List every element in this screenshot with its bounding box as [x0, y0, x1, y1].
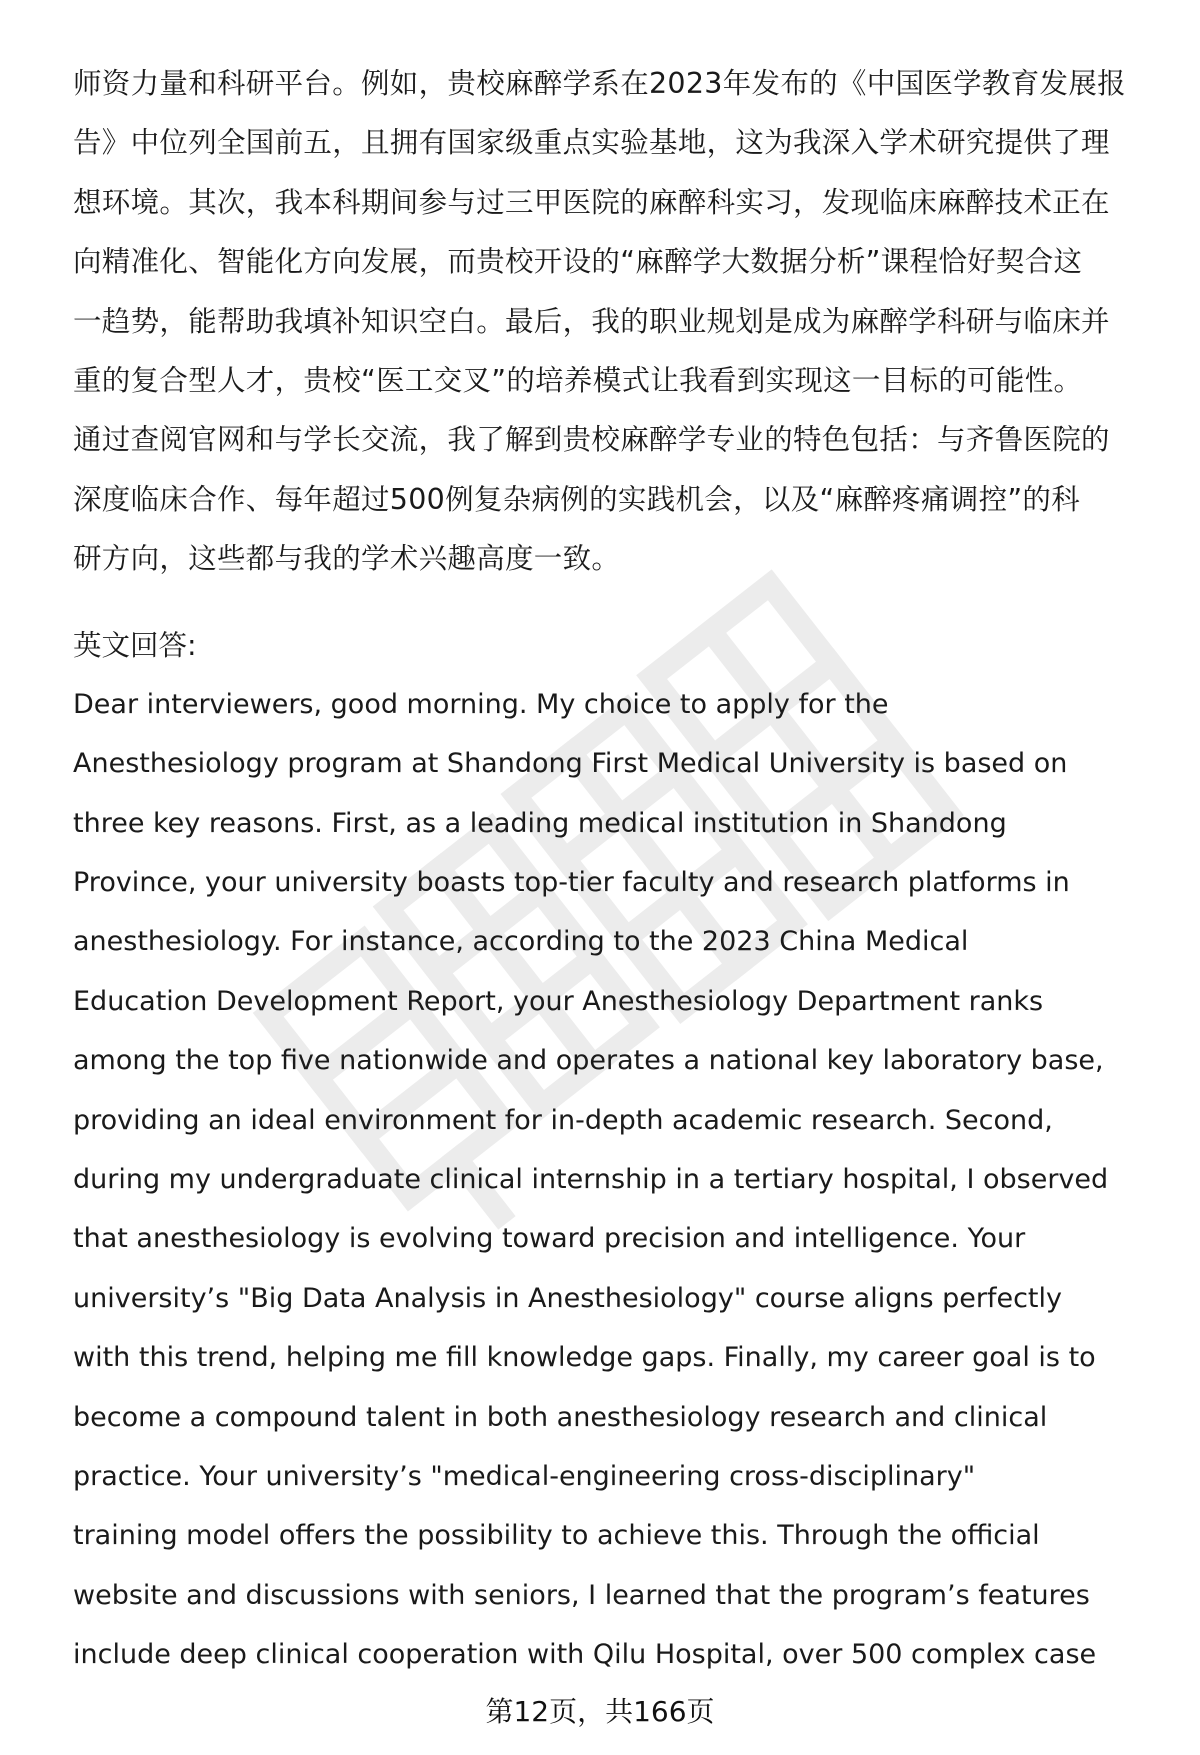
english-text-line: providing an ideal environment for in-depth academic research. Second, [73, 1104, 1053, 1136]
chinese-text-line: 通过查阅官网和与学长交流，我了解到贵校麻醉学专业的特色包括：与齐鲁医院的 [73, 423, 1110, 457]
english-text-line: that anesthesiology is evolving toward precision and intelligence. Your [73, 1223, 1026, 1255]
english-answer-text [73, 675, 1163, 1685]
chinese-text-line: 想环境。其次，我本科期间参与过三甲医院的麻醉科实习，发现临床麻醉技术正在 [73, 185, 1110, 219]
chinese-text-line: 向精准化、智能化方向发展，而贵校开设的“麻醉学大数据分析”课程恰好契合这 [73, 245, 1083, 279]
english-text-line: university’s "Big Data Analysis in Anesthesiology" course aligns perfectly [73, 1282, 1062, 1314]
english-text-line: become a compound talent in both anesthesiology research and clinical [73, 1401, 1048, 1433]
english-text-line: Education Development Report, your Anesthesiology Department ranks [73, 985, 1044, 1017]
english-text-line: Dear interviewers, good morning. My choice to apply for the [73, 688, 889, 720]
chinese-text-line: 重的复合型人才，贵校“医工交叉”的培养模式让我看到实现这一目标的可能性。 [73, 363, 1083, 397]
english-text-line: with this trend, helping me fill knowledge gaps. Finally, my career goal is to [73, 1342, 1096, 1374]
english-text-line: among the top five nationwide and operates a national key laboratory base, [73, 1045, 1104, 1077]
english-text-line: website and discussions with seniors, I learned that the program’s features [73, 1579, 1090, 1611]
english-text-line: practice. Your university’s "medical-engineering cross-disciplinary" [73, 1460, 976, 1492]
english-text-line: training model offers the possibility to achieve this. Through the official [73, 1520, 1040, 1552]
document-body [73, 54, 1163, 1685]
chinese-text-line: 研方向，这些都与我的学术兴趣高度一致。 [73, 542, 621, 576]
english-text-line: anesthesiology. For instance, according to the 2023 China Medical [73, 926, 969, 958]
chinese-text-line: 一趋势，能帮助我填补知识空白。最后，我的职业规划是成为麻醉学科研与临床并 [73, 304, 1110, 338]
english-text-line: Province, your university boasts top-tier faculty and research platforms in [73, 867, 1070, 899]
chinese-text-line: 告》中位列全国前五，且拥有国家级重点实验基地，这为我深入学术研究提供了理 [73, 126, 1110, 160]
english-text-line: Anesthesiology program at Shandong First Medical University is based on [73, 748, 1068, 780]
page-number-footer: 第12页，共166页 [485, 1695, 715, 1728]
english-text-line: during my undergraduate clinical internship in a tertiary hospital, I observed [73, 1164, 1109, 1196]
chinese-answer-text [73, 54, 1163, 589]
english-text-line: three key reasons. First, as a leading medical institution in Shandong [73, 807, 1007, 839]
chinese-text-line: 师资力量和科研平台。例如，贵校麻醉学系在2023年发布的《中国医学教育发展报 [73, 67, 1126, 100]
chinese-text-line: 深度临床合作、每年超过500例复杂病例的实践机会，以及“麻醉疼痛调控”的科 [73, 482, 1081, 516]
english-answer-heading: 英文回答: [73, 628, 197, 662]
english-text-line: include deep clinical cooperation with Qilu Hospital, over 500 complex case [73, 1639, 1097, 1671]
